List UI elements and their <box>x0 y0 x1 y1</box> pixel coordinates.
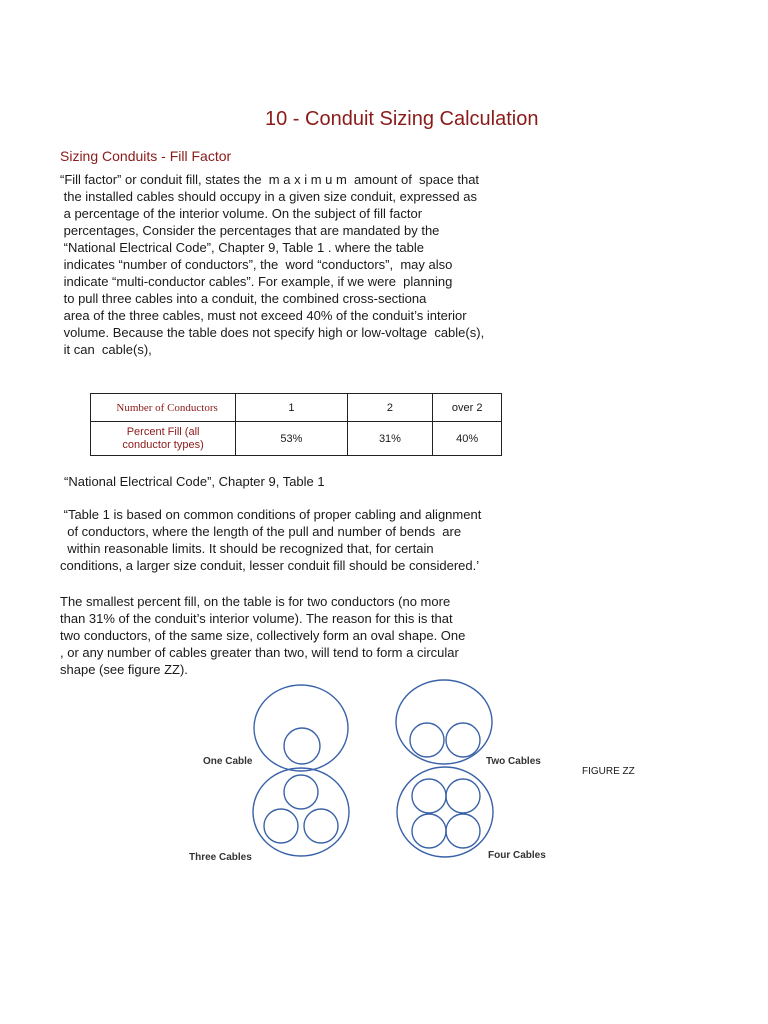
closing-paragraph <box>60 593 465 678</box>
one-cable-label: One Cable <box>203 756 253 767</box>
table-cell: 40% <box>433 422 502 456</box>
table-row <box>91 422 502 456</box>
column-header: over 2 <box>433 394 502 422</box>
paragraph-line: “National Electrical Code”, Chapter 9, Table 1 . where the table <box>60 240 424 255</box>
percent-fill-label <box>91 422 236 456</box>
cable-circle <box>446 723 480 757</box>
conduit-circle <box>397 767 493 857</box>
table-header-row <box>91 394 502 422</box>
paragraph-line: percentages, Consider the percentages that are mandated by the <box>60 223 440 238</box>
conduit-fill-table <box>90 393 502 456</box>
column-header: 2 <box>347 394 433 422</box>
paragraph-line: to pull three cables into a conduit, the combined cross-sectiona <box>60 291 427 306</box>
two-cables-diagram <box>396 680 492 764</box>
paragraph-line: than 31% of the conduit’s interior volume). The reason for this is that <box>60 611 453 626</box>
paragraph-line: “Table 1 is based on common conditions of proper cabling and alignment <box>60 507 482 522</box>
paragraph-line: , or any number of cables greater than two, will tend to form a circular <box>60 645 459 660</box>
cable-circle <box>446 814 480 848</box>
page-title: 10 - Conduit Sizing Calculation <box>265 108 539 130</box>
four-cables-label: Four Cables <box>488 850 546 861</box>
paragraph-line: “Fill factor” or conduit fill, states the m a x i m u m amount of space that <box>60 172 480 187</box>
four-cables-diagram <box>397 767 493 857</box>
paragraph-line: area of the three cables, must not exceed 40% of the conduit’s interior <box>60 308 467 323</box>
column-header: 1 <box>236 394 347 422</box>
number-of-conductors-header: Number of Conductors <box>91 394 236 422</box>
paragraph-line: within reasonable limits. It should be recognized that, for certain <box>60 541 434 556</box>
cable-circle <box>284 775 318 809</box>
percent-fill-label-line: Percent Fill (all <box>126 425 200 438</box>
table-cell: 31% <box>347 422 433 456</box>
conduit-circle <box>396 680 492 764</box>
paragraph-line: indicate “multi-conductor cables”. For example, if we were planning <box>60 274 453 289</box>
paragraph-line: the installed cables should occupy in a given size conduit, expressed as <box>60 189 477 204</box>
quote-paragraph <box>60 506 481 574</box>
two-cables-label: Two Cables <box>486 756 541 767</box>
paragraph-line: indicates “number of conductors”, the word “conductors”, may also <box>60 257 453 272</box>
table-cell: 53% <box>236 422 347 456</box>
percent-fill-label-line: conductor types) <box>122 438 204 451</box>
three-cables-diagram <box>253 768 349 856</box>
paragraph-line: two conductors, of the same size, collectively form an oval shape. One <box>60 628 466 643</box>
cable-circle <box>304 809 338 843</box>
paragraph-line: of conductors, where the length of the pull and number of bends are <box>60 524 462 539</box>
cable-circle <box>412 779 446 813</box>
conduit-circle <box>253 768 349 856</box>
paragraph-line: volume. Because the table does not specify high or low-voltage cable(s), <box>60 325 485 340</box>
three-cables-label: Three Cables <box>189 852 252 863</box>
cable-circle <box>412 814 446 848</box>
paragraph-line: The smallest percent fill, on the table is for two conductors (no more <box>60 594 451 609</box>
table-caption: “National Electrical Code”, Chapter 9, Table 1 <box>64 474 325 489</box>
cable-circle <box>264 809 298 843</box>
one-cable-diagram <box>254 685 348 771</box>
cable-circle <box>410 723 444 757</box>
figure-label: FIGURE ZZ <box>582 766 635 777</box>
paragraph-line: conditions, a larger size conduit, lesser conduit fill should be considered.’ <box>60 558 480 573</box>
cable-circle <box>446 779 480 813</box>
paragraph-line: a percentage of the interior volume. On the subject of fill factor <box>60 206 423 221</box>
section-subtitle: Sizing Conduits - Fill Factor <box>60 148 232 164</box>
cable-circle <box>284 728 320 764</box>
paragraph-line: shape (see figure ZZ). <box>60 662 188 677</box>
paragraph-line: it can cable(s), <box>60 342 152 357</box>
intro-paragraph <box>60 171 484 358</box>
cable-fill-figure <box>183 678 575 868</box>
